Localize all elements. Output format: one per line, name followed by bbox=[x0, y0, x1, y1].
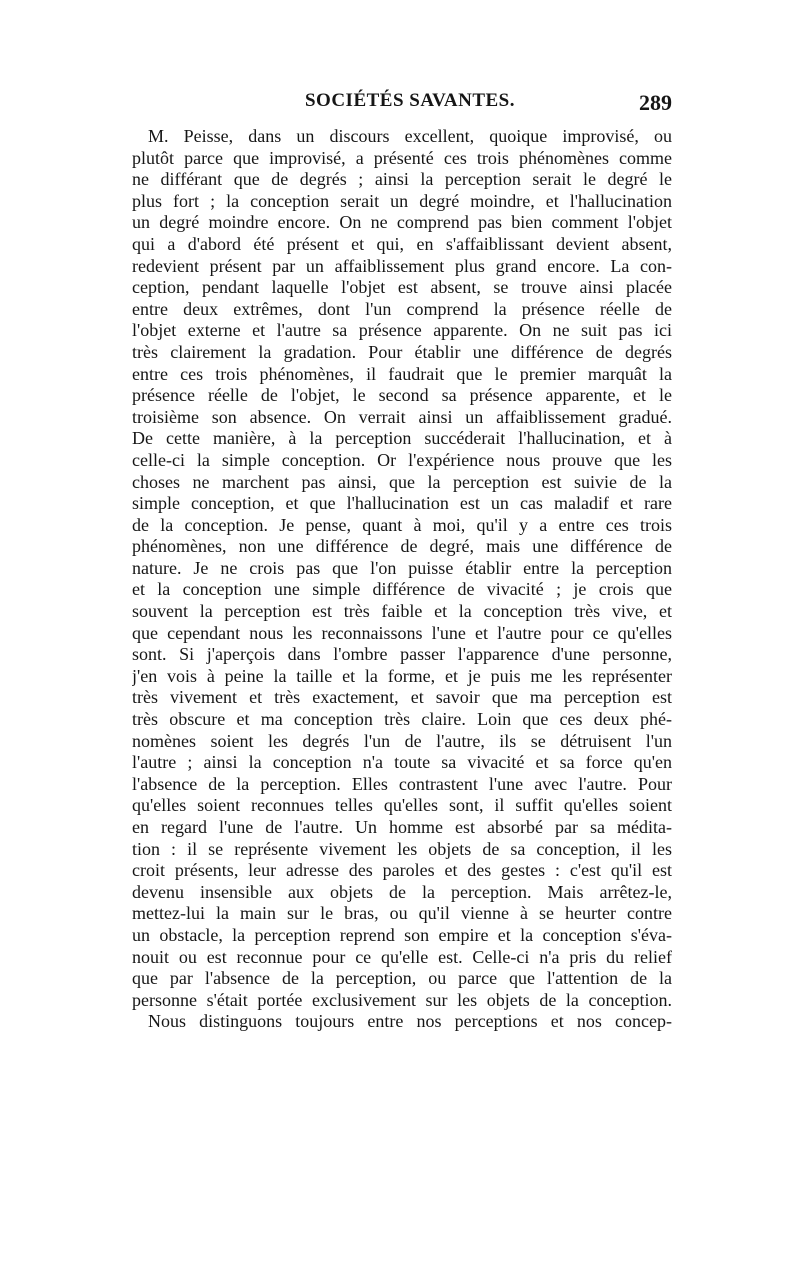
text-line: Nous distinguons toujours entre nos perceptions et nos concep- bbox=[148, 1011, 672, 1032]
text-line: sont. Si j'aperçois dans l'ombre passer l'apparence d'une personne, bbox=[132, 644, 672, 665]
text-line: redevient présent par un affaiblissement plus grand encore. La con- bbox=[132, 255, 672, 276]
text-line: très obscure et ma conception très claire. Loin que ces deux phé- bbox=[132, 709, 672, 730]
text-line: mettez-lui la main sur le bras, ou qu'il vienne à se heurter contre bbox=[132, 903, 672, 924]
text-line: De cette manière, à la perception succéderait l'hallucination, et à bbox=[132, 428, 672, 449]
text-line: devenu insensible aux objets de la perception. Mais arrêtez-le, bbox=[132, 881, 672, 902]
text-line: choses ne marchent pas ainsi, que la perception est suivie de la bbox=[132, 471, 672, 492]
text-line: nomènes soient les degrés l'un de l'autre, ils se détruisent l'un bbox=[132, 730, 672, 751]
body-text bbox=[132, 126, 672, 1033]
text-line: M. Peisse, dans un discours excellent, quoique improvisé, ou bbox=[148, 126, 672, 146]
text-line: entre ces trois phénomènes, il faudrait que le premier marquât la bbox=[132, 363, 672, 384]
text-line: tion : il se représente vivement les objets de sa conception, il les bbox=[132, 838, 672, 859]
text-line: l'objet externe et l'autre sa présence apparente. On ne suit pas ici bbox=[132, 320, 672, 341]
text-line: un degré moindre encore. On ne comprend pas bien comment l'objet bbox=[132, 212, 672, 233]
text-line: que cependant nous les reconnaissons l'une et l'autre pour ce qu'elles bbox=[132, 622, 672, 643]
page-number: 289 bbox=[639, 90, 672, 115]
text-line: plus fort ; la conception serait un degré moindre, et l'hallucination bbox=[132, 190, 672, 211]
text-line: l'autre ; ainsi la conception n'a toute sa vivacité et sa force qu'en bbox=[132, 752, 672, 773]
text-line: ception, pendant laquelle l'objet est absent, se trouve ainsi placée bbox=[132, 277, 672, 298]
text-line: en regard l'une de l'autre. Un homme est absorbé par sa médita- bbox=[132, 817, 672, 837]
text-line: nouit ou est reconnue pour ce qu'elle est. Celle-ci n'a pris du relief bbox=[132, 946, 672, 967]
text-line: phénomènes, non une différence de degré, mais une différence de bbox=[132, 536, 672, 557]
text-line: croit présents, leur adresse des paroles et des gestes : c'est qu'il est bbox=[132, 860, 672, 881]
text-line: l'absence de la perception. Elles contrastent l'une avec l'autre. Pour bbox=[132, 773, 672, 794]
text-line: plutôt parce que improvisé, a présenté ces trois phénomènes comme bbox=[132, 147, 672, 168]
text-line: un obstacle, la perception reprend son empire et la conception s'éva- bbox=[132, 924, 672, 945]
text-line: souvent la perception est très faible et la conception très vive, et bbox=[132, 601, 672, 622]
text-line: entre deux extrêmes, dont l'un comprend la présence réelle de bbox=[132, 298, 672, 319]
text-line: et la conception une simple différence de vivacité ; je crois que bbox=[132, 579, 672, 600]
text-line: nature. Je ne crois pas que l'on puisse établir entre la perception bbox=[132, 557, 672, 578]
text-line: j'en vois à peine la taille et la forme, et je puis me les représenter bbox=[132, 665, 672, 686]
text-line: ne différant que de degrés ; ainsi la perception serait le degré le bbox=[132, 169, 672, 190]
text-line: que par l'absence de la perception, ou parce que l'attention de la bbox=[132, 968, 672, 989]
text-line: très vivement et très exactement, et savoir que ma perception est bbox=[132, 687, 672, 708]
text-line: de la conception. Je pense, quant à moi, qu'il y a entre ces trois bbox=[132, 514, 672, 535]
running-header bbox=[148, 90, 672, 120]
text-line: qui a d'abord été présent et qui, en s'affaiblissant devient absent, bbox=[132, 233, 672, 254]
running-title: SOCIÉTÉS SAVANTES. bbox=[304, 90, 515, 111]
text-line: très clairement la gradation. Pour établir une différence de degrés bbox=[132, 341, 672, 362]
text-line: celle-ci la simple conception. Or l'expérience nous prouve que les bbox=[132, 449, 672, 470]
text-line: qu'elles soient reconnues telles qu'elles sont, il suffit qu'elles soient bbox=[132, 795, 672, 816]
text-line: personne s'était portée exclusivement sur les objets de la conception. bbox=[132, 989, 672, 1010]
text-line: simple conception, et que l'hallucination est un cas maladif et rare bbox=[132, 493, 672, 514]
text-line: troisième son absence. On verrait ainsi un affaiblissement gradué. bbox=[132, 406, 672, 427]
text-line: présence réelle de l'objet, le second sa présence apparente, et le bbox=[132, 385, 672, 406]
